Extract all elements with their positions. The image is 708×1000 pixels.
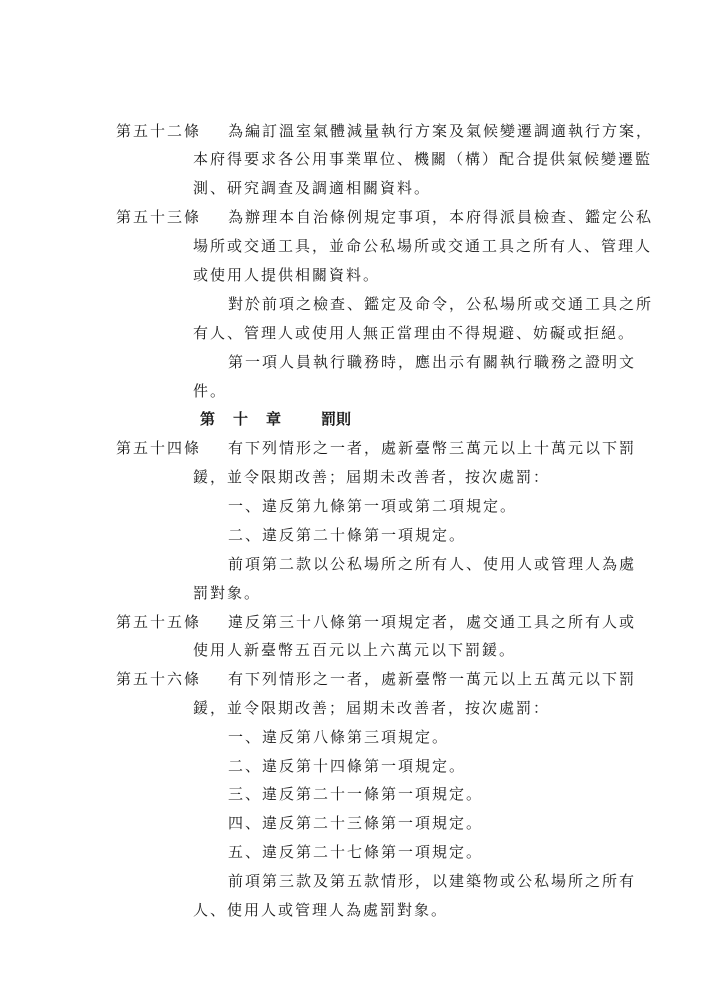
article-52-number: 第五十二條 xyxy=(116,122,202,140)
article-54-line: 前項第二款以公私場所之所有人、使用人或管理人為處 xyxy=(228,555,637,573)
article-56-line: 前項第三款及第五款情形，以建築物或公私場所之所有 xyxy=(228,872,637,890)
article-56-line: 有下列情形之一者，處新臺幣一萬元以上五萬元以下罰 xyxy=(228,670,637,688)
article-56-line: 二、違反第十四條第一項規定。 xyxy=(228,757,467,775)
article-52-line: 本府得要求各公用事業單位、機關（構）配合提供氣候變遷監 xyxy=(193,150,653,168)
article-56-line: 五、違反第二十七條第一項規定。 xyxy=(228,843,484,861)
article-53-line: 件。 xyxy=(193,382,228,400)
article-55-line: 使用人新臺幣五百元以上六萬元以下罰鍰。 xyxy=(193,641,517,659)
article-56-line: 三、違反第二十一條第一項規定。 xyxy=(228,785,484,803)
article-54-line: 罰對象。 xyxy=(193,584,262,602)
article-55-number: 第五十五條 xyxy=(116,613,202,631)
article-53-line: 為辦理本自治條例規定事項，本府得派員檢查、鑑定公私 xyxy=(228,208,654,226)
article-53-line: 或使用人提供相關資料。 xyxy=(193,266,381,284)
article-53-number: 第五十三條 xyxy=(116,208,202,226)
article-56-line: 一、違反第八條第三項規定。 xyxy=(228,728,450,746)
article-55-line: 違反第三十八條第一項規定者，處交通工具之所有人或 xyxy=(228,613,637,631)
article-53-line: 有人、管理人或使用人無正當理由不得規避、妨礙或拒絕。 xyxy=(193,324,636,342)
article-54-number: 第五十四條 xyxy=(116,439,202,457)
chapter-label-part: 第 xyxy=(200,410,216,428)
article-56-number: 第五十六條 xyxy=(116,670,202,688)
article-56-line: 鍰，並令限期改善；屆期未改善者，按次處罰： xyxy=(193,699,551,717)
article-54-line: 二、違反第二十條第一項規定。 xyxy=(228,526,467,544)
article-56-line: 四、違反第二十三條第一項規定。 xyxy=(228,814,484,832)
article-53-line: 對於前項之檢查、鑑定及命令，公私場所或交通工具之所 xyxy=(228,295,654,313)
article-52-line: 為編訂溫室氣體減量執行方案及氣候變遷調適執行方案， xyxy=(228,122,654,140)
article-54-line: 有下列情形之一者，處新臺幣三萬元以上十萬元以下罰 xyxy=(228,439,637,457)
article-54-line: 一、違反第九條第一項或第二項規定。 xyxy=(228,497,518,515)
article-54-line: 鍰，並令限期改善；屆期未改善者，按次處罰： xyxy=(193,468,551,486)
article-53-line: 場所或交通工具，並命公私場所或交通工具之所有人、管理人 xyxy=(193,237,653,255)
chapter-heading xyxy=(200,409,351,429)
chapter-label-part: 十 xyxy=(233,410,249,428)
chapter-title: 罰則 xyxy=(321,410,352,428)
article-52-line: 測、研究調查及調適相關資料。 xyxy=(193,179,432,197)
article-53-line: 第一項人員執行職務時，應出示有關執行職務之證明文 xyxy=(228,353,637,371)
article-56-line: 人、使用人或管理人為處罰對象。 xyxy=(193,901,449,919)
chapter-label-part: 章 xyxy=(266,410,282,428)
